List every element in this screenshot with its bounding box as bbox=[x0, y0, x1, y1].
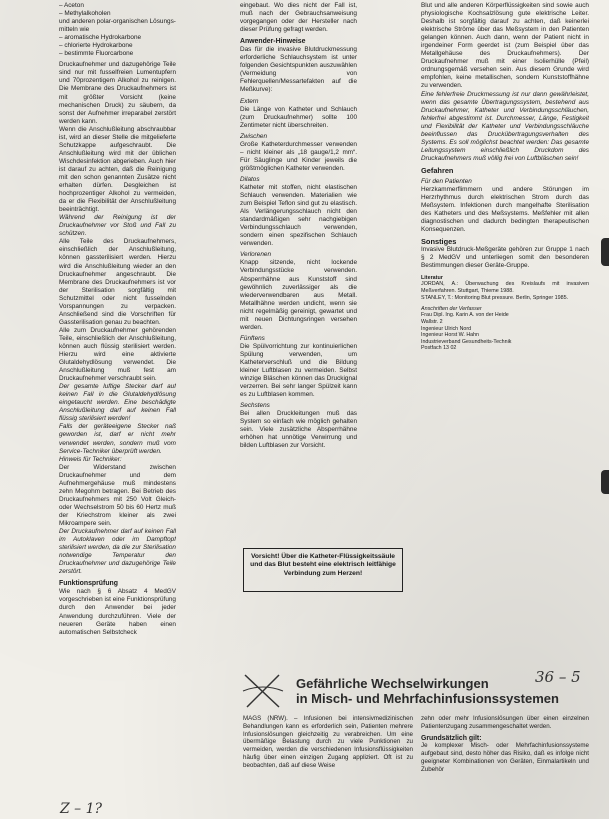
text-column-right bbox=[421, 2, 589, 662]
address-line: Ingenieur Horst W. Hahn bbox=[421, 332, 479, 339]
paragraph: Herzkammerflimmern und andere Störungen im Herzrhythmus durch elektrischen Strom durch das Meßsystem. Infektionen durch mangelhafte Sterilisation des Katheters und des Meßsystems. Meßfehler mit allen diagnostischen und dadurch bedingten therapeutischen Konsequenzen. bbox=[421, 186, 589, 234]
binder-clip bbox=[601, 238, 609, 266]
warning-paragraph: Der gesamte luftige Stecker darf auf keinen Fall in die Glutaldehydlösung eingetaucht werden. Eine beschädigte Anschlußleitung darf auf keinen Fall flüssig sterilisiert werden! bbox=[59, 383, 176, 423]
solvent-list-item: und anderen polar-organischen Lösungs- bbox=[59, 18, 176, 26]
paragraph: Alle Teile des Druckaufnehmers, einschließlich der Anschlußleitung, können gassterilisiert werden. Hierzu wird die Anschlußleitung wieder an den Druckaufnehmer angeschraubt. Die Membrane des Druckaufnehmers ist vor der Sterilisation sorgfältig mit Schutzmittel oder nicht fusselnden Vorspannungen zu verpacken. Anschließend sind die Vorschriften für Gassterilisation genau zu beachten. bbox=[59, 238, 176, 326]
subheading: Dilatos bbox=[240, 175, 260, 183]
paragraph: Wie nach § 6 Absatz 4 MedGV vorgeschrieben ist eine Funktionsprüfung durch den Anwender bei jeder Anwendung durchzuführen. Viele der neueren Geräte haben einen automatischen Selbstcheck bbox=[59, 588, 176, 636]
binder-clip bbox=[601, 470, 609, 494]
solvent-list-item: – Aceton bbox=[59, 2, 84, 9]
paragraph: Knapp sitzende, nicht lockende Verbindungsstücke verwenden. Absperrhähne aus Kunststoff sind gewöhnlich zuverlässiger als die wiederverwendbaren aus Metall. Metallhähne werden undicht, wenn sie nicht regelmäßig gereinigt, gewartet und mit neuen Dichtungsringen versehen werden. bbox=[240, 259, 357, 331]
paragraph: Je komplexer Misch- oder Mehrfachinfusionssysteme aufgebaut sind, desto höher das Risiko, daß es infolge nicht geeigneter Kombinationen von Geräten, Einmalartikeln und Zubehör bbox=[421, 742, 589, 773]
paragraph: MAGS (NRW). – Infusionen bei intensivmedizinischen Behandlungen kann es erforderlich sein, Patienten mehrere Infusionslösungen gleichzeitig zu verabreichen. Um eine übermäßige Belastung durch zu viele Punktionen zu vermeiden, werden die verschiedenen Infusionsflüssigkeiten häufig über einen einzigen Zugang appliziert. Oft ist zu beobachten, daß auf diese Weise bbox=[243, 715, 413, 769]
cross-lines-icon bbox=[241, 673, 285, 709]
paragraph: Blut und alle anderen Körperflüssigkeiten sind sowie auch physiologische Kochsalzlösung gute elektrische Leiter. Deshalb ist sorgfältig darauf zu achten, daß keinerlei elektrische Ströme über das Meßsystem in den Patienten gelangen können. Auch dann, wenn der Patient nicht in irgendeiner Form geerdet ist (zum Beispiel über das Metallgehäuse des Druckaufnehmers). Der Druckaufnehmer muß mit einer Isolierhülle (Pfeil) ordnungsgemäß versehen sein. Aus diesem Grunde wird empfohlen, keine metallischen, sondern Kunststoffhähne zu verwenden. bbox=[421, 2, 589, 90]
solvent-list-item: mitteln wie bbox=[59, 26, 90, 34]
warning-box bbox=[243, 548, 403, 592]
paragraph: Große Katheterdurchmesser verwenden – nicht kleiner als „18 gauge/1,2 mm“. Für Säuglinge und Kinder jeweils die größtmöglichen Katheter verwenden. bbox=[240, 140, 357, 172]
paragraph: Katheter mit stoffen, nicht elastischen Schlauch verwenden. Materialien wie zum Beispiel Teflon sind gut zu elastisch. Als Verlängerungsschlauch nicht den standardmäßigen sehr nachgiebigen Verbindungsschlauch verwenden, sondern einen spezifischen Schlauch verwenden. bbox=[240, 183, 357, 248]
solvent-list-item: – chlorierte Hydrokarbone bbox=[59, 42, 133, 50]
solvent-list-item: – Methylalkoholen bbox=[59, 10, 111, 18]
section-heading: Anwender-Hinweise bbox=[240, 38, 306, 46]
address-line: Postfach 13 02 bbox=[421, 345, 457, 352]
address-line: Industrieverband Gesundheits-Technik bbox=[421, 338, 512, 345]
paragraph: Druckaufnehmer und dazugehörige Teile sind nur mit fusselfreien Lumentupfern und 70prozentigem Alkohol zu reinigen. Die Membrane des Druckaufnehmers ist mit größter Vorsicht (keine mechanischen Druck) zu säubern, da sonst der Aufnehmer irreparabel zerstört werden kann. bbox=[59, 61, 176, 125]
section-heading: Funktionsprüfung bbox=[59, 580, 118, 588]
solvent-list-item: – aromatische Hydrokarbone bbox=[59, 34, 142, 42]
paragraph: Der Widerstand zwischen Druckaufnehmer und dem Aufnehmergehäuse muß mindestens zehn Megohm betragen. Bei Betrieb des Druckaufnehmers mit 250 Volt Gleich- oder Wechselstrom 50 bis 60 Hertz muß der Kriechstrom kleiner als zwei Mikroampere sein. bbox=[59, 463, 176, 527]
address-line: Frau Dipl. Ing. Karin A. von der Heide bbox=[421, 312, 509, 319]
address-line: Ingenieur Ulrich Nord bbox=[421, 325, 472, 332]
headline-line: Gefährliche Wechselwirkungen bbox=[296, 676, 489, 691]
literature-heading: Literatur bbox=[421, 274, 443, 281]
warning-paragraph: Falls der geräteeigene Stecker naß geworden ist, darf er nicht mehr verwendet werden, sondern muß vom Service-Techniker überprüft werden. bbox=[59, 423, 176, 455]
subheading: Zwischen bbox=[240, 132, 267, 140]
article-column-right bbox=[421, 715, 589, 815]
paragraph: Invasive Blutdruck-Meßgeräte gehören zur Gruppe 1 nach § 2 MedGV und unterliegen somit den besonderen Bestimmungen dieser Geräte-Gruppe. bbox=[421, 246, 589, 270]
headline-line: in Misch- und Mehrfachinfusionssystemen bbox=[296, 691, 559, 706]
address-line: Wallstr. 2 bbox=[421, 319, 443, 326]
section-heading: Sonstiges bbox=[421, 237, 457, 247]
literature-item: STANLEY, T.: Monitoring Blut pressure. Berlin, Springer 1985. bbox=[421, 294, 569, 301]
literature-item: JORDAN, A.: Überwachung des Kreislaufs mit invasiven Meßverfahren. Stuttgart, Thieme 1988. bbox=[421, 281, 589, 295]
warning-paragraph: Der Druckaufnehmer darf auf keinen Fall im Autoklaven oder im Dampftopf sterilisiert werden, da die zur Sterilisation notwendige Temperatur den Druckaufnehmer und dazugehörige Teile zerstört. bbox=[59, 528, 176, 576]
subheading: Fünftens bbox=[240, 334, 265, 342]
subheading: Verlorenen bbox=[240, 251, 272, 259]
section-heading: Gefahren bbox=[421, 165, 454, 175]
warning-box-text: Vorsicht! Über die Katheter-Flüssigkeitssäule und das Blut besteht eine elektrisch leitfähige Verbindung zum Herzen! bbox=[250, 553, 396, 577]
text-column-left bbox=[59, 2, 176, 814]
paragraph: Die Länge von Katheter und Schlauch (zum Druckaufnehmer) sollte 100 Zentimeter nicht überschreiten. bbox=[240, 105, 357, 129]
subheading: Sechstens bbox=[240, 402, 270, 410]
paragraph: Wenn die Anschlußleitung abschraubbar ist, wird an dieser Stelle die mitgelieferte Schutzkappe aufgeschraubt. Die Anschlußleitung wird mit der üblichen Wischdesinfektion abgerieben. Auch hier ist darauf zu achten, daß die Reinigung mit den schon genannten Zusätze nicht erhalten dürfen. Desgleichen ist hochprozentiger Alkohol zu vermeiden, da er die Flexibilität der Anschlußleitung beeinträchtigt. bbox=[59, 125, 176, 214]
solvent-list-item: – bestimmte Fluorcarbone bbox=[59, 50, 134, 58]
address-heading: Anschriften der Verfasser bbox=[421, 305, 482, 312]
warning-paragraph: Während der Reinigung ist der Druckaufnehmer vor Stoß und Fall zu schützen. bbox=[59, 214, 176, 238]
page-scribble: Z – 1? bbox=[60, 801, 103, 817]
paragraph: eingebaut. Wo dies nicht der Fall ist, muß nach der Gebrauchsanweisung vorgegangen oder der Hersteller nach dieser Prüfung gefragt werden. bbox=[240, 2, 357, 34]
paragraph: Die Spülvorrichtung zur kontinuierlichen Spülung verwenden, um Katheterverschluß und die Bildung kleiner Luftblasen zu vermeiden. Selbst winzige Bläschen können das Druckignal verzerren. Bei sehr langer Spülzeit kann es zu Luftblasen kommen. bbox=[240, 342, 357, 399]
handwritten-note: 36 – 5 bbox=[535, 668, 581, 686]
paragraph: Alle zum Druckaufnehmer gehörenden Teile, einschließlich der Anschlußleitung, können auch flüssig sterilisiert werden. Hierzu wird eine aktivierte Glutaldehydlösung verwendet. Die Anschlußleitung muß fest am Druckaufnehmer verschraubt sein. bbox=[59, 326, 176, 383]
warning-paragraph: Eine fehlerfreie Druckmessung ist nur dann gewährleistet, wenn das gesamte Übertragungssystem, bestehend aus Druckaufnehmer, Katheter und Verbindungsschläuchen, fehlerfrei abgestimmt ist. Durchmesser, Länge, Festigkeit und Flexibilität der Katheter und Verbindungsschläuche beeinflussen das Druckübertragungsverhalten des Systems. Es soll möglichst beachtet werden: Das gesamte Leitungssystem einschließlich Druckdom des Druckaufnehmers muß völlig frei von Luftbläschen sein! bbox=[421, 90, 589, 162]
paragraph: Das für die invasive Blutdruckmessung erforderliche Schlauchsystem ist unter folgenden Gesichtspunkten auszuwählen (Vermeidung von Fehlerquellen/Messartefakten auf die Meßkurve): bbox=[240, 46, 357, 94]
paragraph: Bei allen Druckleitungen muß das System so einfach wie möglich gehalten sein. Viele zusätzliche Absperrhähne erhöhen hat unnötige Verwirrung und bilden Luftblasen zur Vorsicht. bbox=[240, 410, 357, 450]
subheading: Für den Patienten bbox=[421, 177, 472, 185]
text-column-middle bbox=[240, 2, 357, 532]
section-heading: Grundsätzlich gilt: bbox=[421, 734, 482, 742]
article-column-left bbox=[243, 715, 413, 815]
hint-heading: Hinweis für Techniker: bbox=[59, 455, 122, 463]
subheading: Extern bbox=[240, 97, 259, 105]
paragraph: zehn oder mehr Infusionslösungen über einen einzelnen Patientenzugang zusammengeschaltet werden. bbox=[421, 715, 589, 730]
